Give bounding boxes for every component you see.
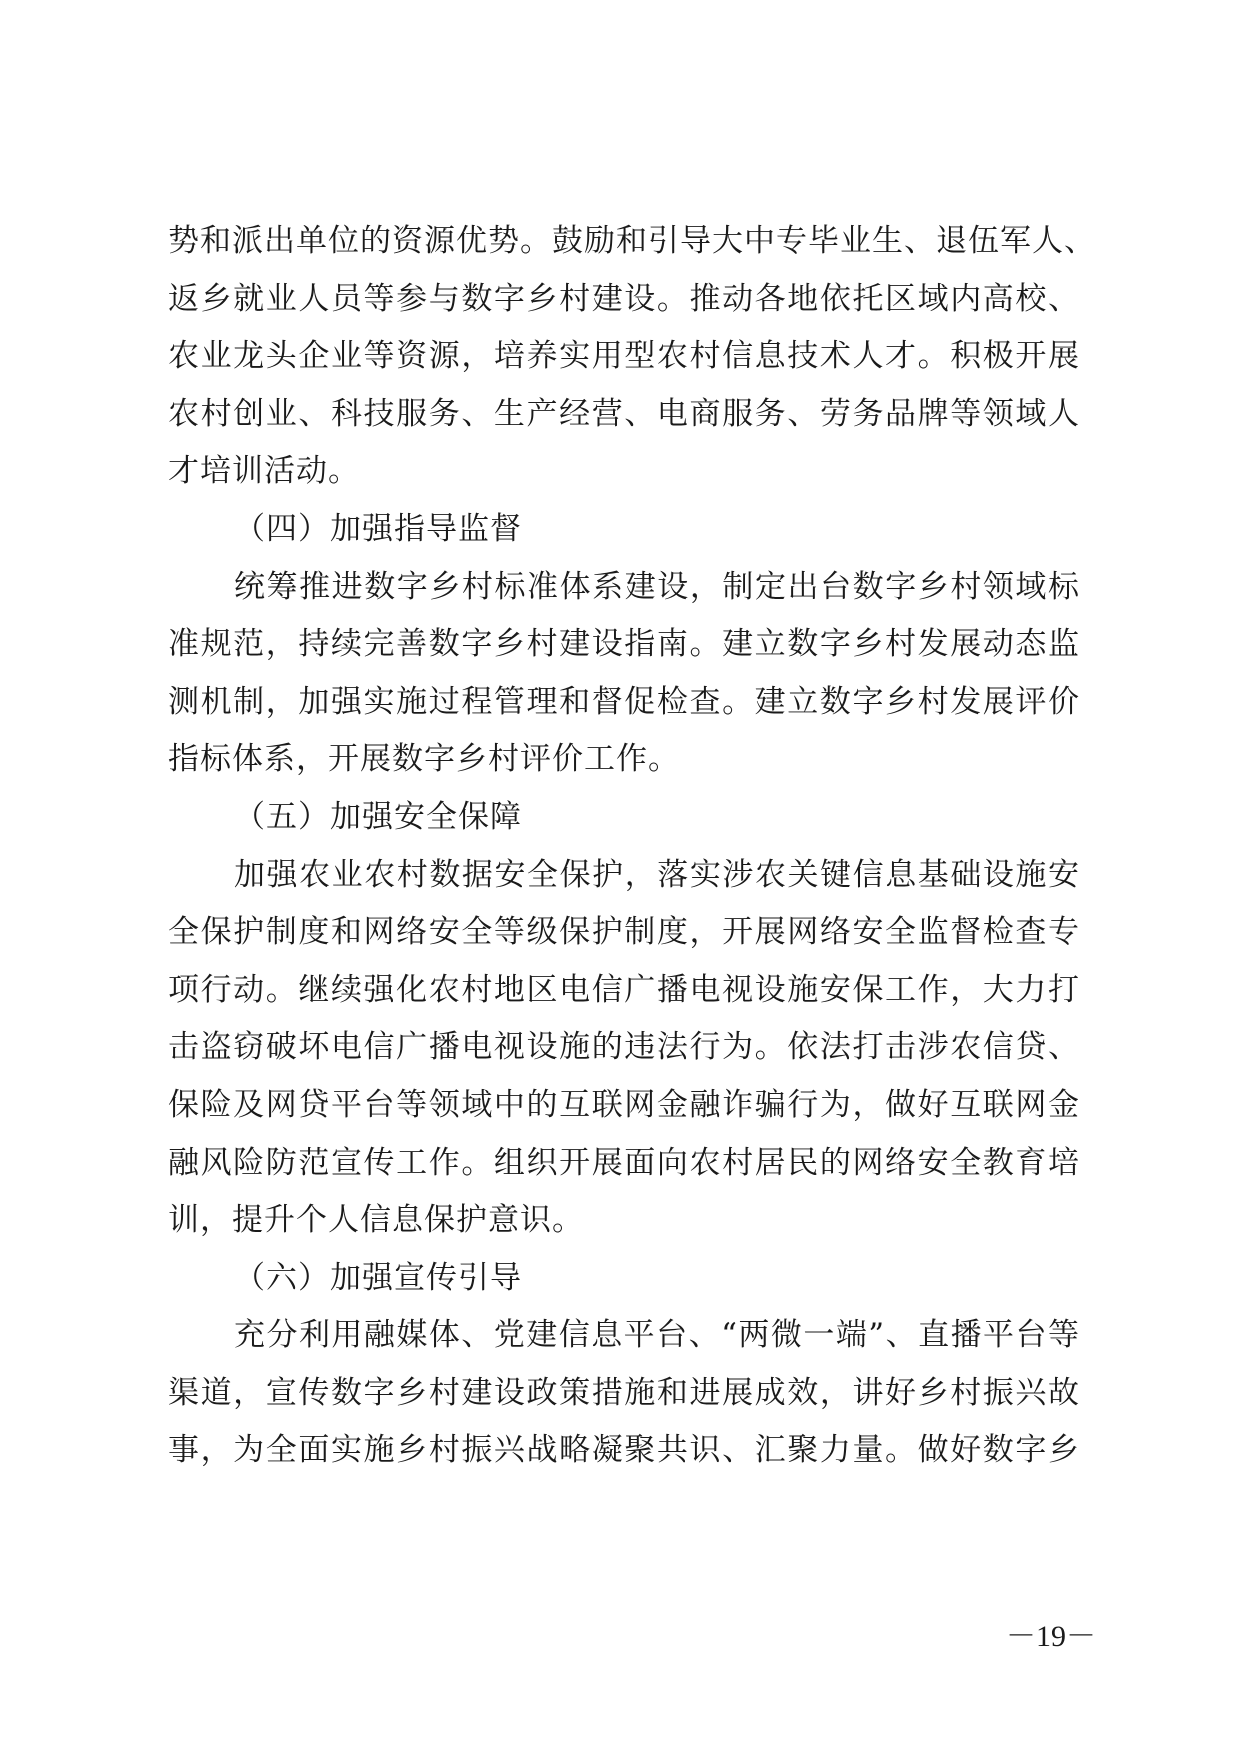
paragraph-line: 充分利用融媒体、党建信息平台、“两微一端”、直播平台等 bbox=[234, 1317, 1080, 1354]
paragraph-line: 测机制，加强实施过程管理和督促检查。建立数字乡村发展评价 bbox=[168, 683, 1080, 720]
paragraph-line: 融风险防范宣传工作。组织开展面向农村居民的网络安全教育培 bbox=[168, 1144, 1080, 1181]
paragraph-line: 农村创业、科技服务、生产经营、电商服务、劳务品牌等领域人 bbox=[168, 395, 1080, 432]
paragraph-line: 准规范，持续完善数字乡村建设指南。建立数字乡村发展动态监 bbox=[168, 626, 1080, 663]
paragraph-line: 训，提升个人信息保护意识。 bbox=[168, 1202, 584, 1239]
paragraph-line: 全保护制度和网络安全等级保护制度，开展网络安全监督检查专 bbox=[168, 914, 1080, 951]
paragraph-line: 渠道，宣传数字乡村建设政策措施和进展成效，讲好乡村振兴故 bbox=[168, 1374, 1080, 1411]
paragraph-line: 势和派出单位的资源优势。鼓励和引导大中专毕业生、退伍军人、 bbox=[168, 223, 1096, 259]
paragraph-line: 项行动。继续强化农村地区电信广播电视设施安保工作，大力打 bbox=[168, 971, 1080, 1008]
paragraph-line: 统筹推进数字乡村标准体系建设，制定出台数字乡村领域标 bbox=[234, 568, 1080, 605]
page-number: －19－ bbox=[1006, 1620, 1096, 1653]
section-heading: （五）加强安全保障 bbox=[234, 798, 522, 835]
paragraph-line: 加强农业农村数据安全保护，落实涉农关键信息基础设施安 bbox=[234, 856, 1080, 893]
section-heading: （六）加强宣传引导 bbox=[234, 1259, 522, 1296]
paragraph-line: 击盗窃破坏电信广播电视设施的违法行为。依法打击涉农信贷、 bbox=[168, 1029, 1080, 1066]
paragraph-line: 事，为全面实施乡村振兴战略凝聚共识、汇聚力量。做好数字乡 bbox=[168, 1432, 1080, 1469]
paragraph-line: 指标体系，开展数字乡村评价工作。 bbox=[168, 741, 680, 778]
paragraph-line: 保险及网贷平台等领域中的互联网金融诈骗行为，做好互联网金 bbox=[168, 1086, 1080, 1123]
section-heading: （四）加强指导监督 bbox=[234, 510, 522, 547]
paragraph-line: 才培训活动。 bbox=[168, 453, 360, 490]
document-body bbox=[168, 213, 1096, 1480]
paragraph-line: 农业龙头企业等资源，培养实用型农村信息技术人才。积极开展 bbox=[168, 338, 1080, 375]
paragraph-line: 返乡就业人员等参与数字乡村建设。推动各地依托区域内高校、 bbox=[168, 280, 1080, 317]
